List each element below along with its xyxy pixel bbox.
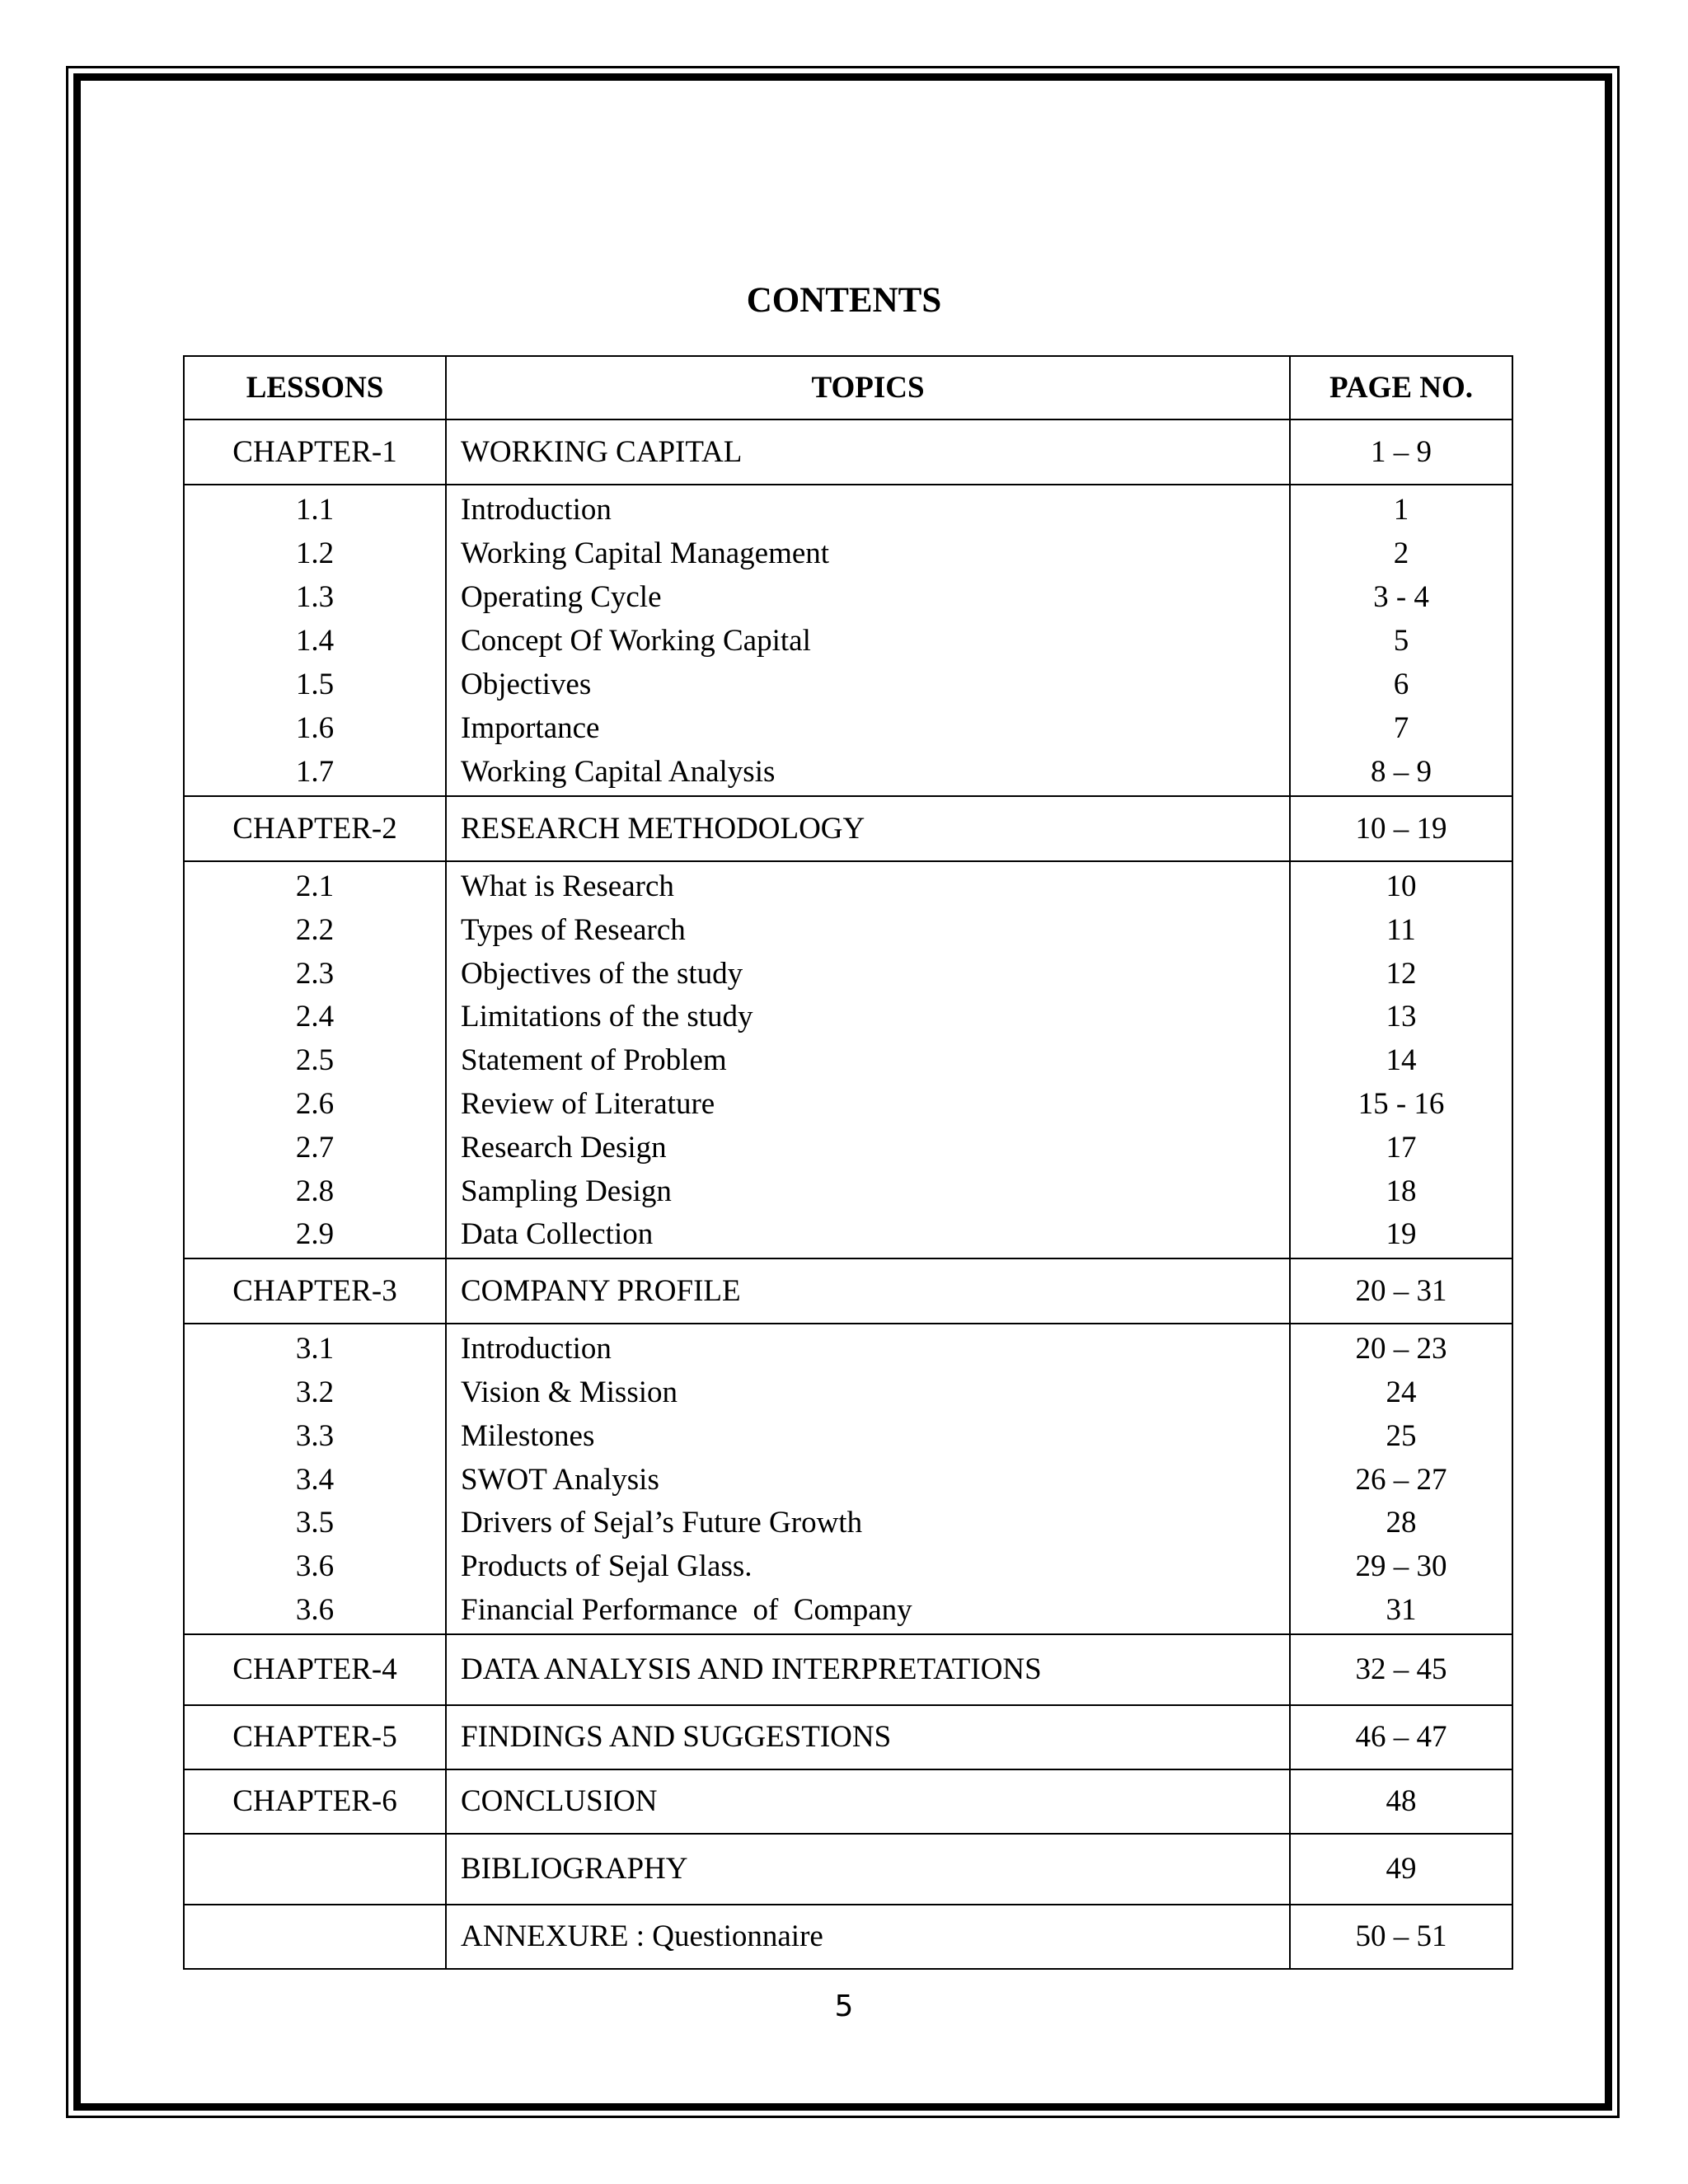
section-title: SWOT Analysis bbox=[461, 1462, 659, 1497]
section-page: 14 bbox=[1386, 1043, 1417, 1078]
chapter-lesson: CHAPTER-3 bbox=[184, 1258, 446, 1324]
section-pages bbox=[1290, 1324, 1512, 1634]
page-number: 5 bbox=[834, 1990, 854, 2023]
chapter-pages: 49 bbox=[1290, 1834, 1512, 1905]
section-title: Introduction bbox=[461, 493, 612, 527]
section-page: 19 bbox=[1386, 1217, 1417, 1252]
section-number: 1.7 bbox=[295, 755, 335, 789]
section-numbers bbox=[184, 485, 446, 796]
contents-table bbox=[183, 355, 1513, 1970]
chapter-pages: 48 bbox=[1290, 1769, 1512, 1834]
section-page: 10 bbox=[1386, 869, 1417, 903]
chapter-pages: 46 – 47 bbox=[1290, 1705, 1512, 1769]
section-title: Research Design bbox=[461, 1130, 667, 1165]
chapter-pages: 32 – 45 bbox=[1290, 1634, 1512, 1705]
section-page: 13 bbox=[1386, 1000, 1417, 1034]
section-page: 6 bbox=[1393, 668, 1409, 701]
chapter-topic: CONCLUSION bbox=[446, 1769, 1290, 1834]
chapter-lesson bbox=[184, 1905, 446, 1969]
section-page: 28 bbox=[1386, 1506, 1417, 1540]
section-title: Types of Research bbox=[461, 912, 686, 947]
section-pages bbox=[1290, 861, 1512, 1258]
section-number: 1.1 bbox=[295, 493, 335, 527]
section-number: 3.6 bbox=[295, 1592, 335, 1627]
section-number: 3.6 bbox=[295, 1549, 335, 1584]
section-number: 1.3 bbox=[295, 580, 335, 614]
section-title: Objectives bbox=[461, 668, 592, 701]
chapter-row bbox=[184, 1258, 1512, 1324]
section-number: 3.5 bbox=[295, 1506, 335, 1540]
chapter-lesson: CHAPTER-2 bbox=[184, 796, 446, 861]
section-title: Sampling Design bbox=[461, 1174, 672, 1208]
chapter-lesson: CHAPTER-4 bbox=[184, 1634, 446, 1705]
section-number: 2.8 bbox=[295, 1174, 335, 1208]
page-title: CONTENTS bbox=[746, 281, 942, 320]
section-page: 11 bbox=[1386, 912, 1416, 947]
chapter-pages: 1 – 9 bbox=[1290, 419, 1512, 485]
section-number: 2.1 bbox=[295, 869, 335, 903]
header-topics: TOPICS bbox=[446, 356, 1290, 419]
section-titles bbox=[446, 1324, 1290, 1634]
section-title: Concept Of Working Capital bbox=[461, 624, 811, 658]
section-number: 2.6 bbox=[295, 1086, 335, 1121]
chapter-topic: FINDINGS AND SUGGESTIONS bbox=[446, 1705, 1290, 1769]
section-page: 5 bbox=[1393, 624, 1409, 658]
section-number: 3.2 bbox=[295, 1375, 335, 1409]
section-page: 31 bbox=[1386, 1592, 1417, 1627]
section-title: Data Collection bbox=[461, 1217, 654, 1252]
section-title: Milestones bbox=[461, 1418, 595, 1453]
section-page: 15 - 16 bbox=[1357, 1086, 1445, 1121]
section-number: 2.3 bbox=[295, 956, 335, 991]
section-number: 2.9 bbox=[295, 1217, 335, 1252]
chapter-row bbox=[184, 1769, 1512, 1834]
chapter-topic: DATA ANALYSIS AND INTERPRETATIONS bbox=[446, 1634, 1290, 1705]
section-pages bbox=[1290, 485, 1512, 796]
section-title: Importance bbox=[461, 711, 600, 745]
section-page: 29 – 30 bbox=[1355, 1549, 1447, 1584]
section-title: Financial Performance of Company bbox=[461, 1592, 912, 1627]
section-number: 1.5 bbox=[295, 668, 335, 701]
chapter-topic: WORKING CAPITAL bbox=[446, 419, 1290, 485]
chapter-lesson: CHAPTER-6 bbox=[184, 1769, 446, 1834]
chapter-row bbox=[184, 419, 1512, 485]
section-number: 1.4 bbox=[295, 624, 335, 658]
section-page: 12 bbox=[1386, 956, 1417, 991]
section-titles bbox=[446, 485, 1290, 796]
chapter-lesson: CHAPTER-5 bbox=[184, 1705, 446, 1769]
section-title: Working Capital Management bbox=[461, 537, 830, 570]
section-number: 1.2 bbox=[295, 537, 335, 570]
chapter-row bbox=[184, 1705, 1512, 1769]
section-title: Review of Literature bbox=[461, 1086, 715, 1121]
header-lessons: LESSONS bbox=[184, 356, 446, 419]
section-number: 1.6 bbox=[295, 711, 335, 745]
section-title: Drivers of Sejal’s Future Growth bbox=[461, 1506, 863, 1540]
chapter-lesson: CHAPTER-1 bbox=[184, 419, 446, 485]
chapter-pages: 50 – 51 bbox=[1290, 1905, 1512, 1969]
section-title: Statement of Problem bbox=[461, 1043, 727, 1078]
section-page: 26 – 27 bbox=[1355, 1462, 1447, 1497]
section-title: Working Capital Analysis bbox=[461, 755, 776, 789]
section-number: 2.7 bbox=[295, 1130, 335, 1165]
section-page: 25 bbox=[1386, 1418, 1417, 1453]
section-page: 3 - 4 bbox=[1373, 580, 1429, 614]
chapter-pages: 10 – 19 bbox=[1290, 796, 1512, 861]
header-page-no: PAGE NO. bbox=[1290, 356, 1512, 419]
section-list-row bbox=[184, 861, 1512, 1258]
table-header-row bbox=[184, 356, 1512, 419]
section-numbers bbox=[184, 861, 446, 1258]
chapter-topic: RESEARCH METHODOLOGY bbox=[446, 796, 1290, 861]
section-page: 24 bbox=[1386, 1375, 1417, 1409]
section-title: Introduction bbox=[461, 1332, 612, 1366]
section-page: 2 bbox=[1393, 537, 1409, 570]
section-page: 17 bbox=[1386, 1130, 1417, 1165]
section-list-row bbox=[184, 485, 1512, 796]
section-number: 3.3 bbox=[295, 1418, 335, 1453]
chapter-lesson bbox=[184, 1834, 446, 1905]
section-page: 8 – 9 bbox=[1371, 755, 1432, 789]
section-numbers bbox=[184, 1324, 446, 1634]
section-number: 2.5 bbox=[295, 1043, 335, 1078]
section-number: 3.4 bbox=[295, 1462, 335, 1497]
section-page: 7 bbox=[1393, 711, 1409, 745]
chapter-pages: 20 – 31 bbox=[1290, 1258, 1512, 1324]
section-title: Objectives of the study bbox=[461, 956, 743, 991]
chapter-topic: BIBLIOGRAPHY bbox=[446, 1834, 1290, 1905]
section-page: 18 bbox=[1386, 1174, 1417, 1208]
section-page: 1 bbox=[1393, 493, 1409, 527]
chapter-row bbox=[184, 796, 1512, 861]
section-title: Operating Cycle bbox=[461, 580, 662, 614]
chapter-topic: COMPANY PROFILE bbox=[446, 1258, 1290, 1324]
section-title: Vision & Mission bbox=[461, 1375, 678, 1409]
section-title: Products of Sejal Glass. bbox=[461, 1549, 753, 1584]
chapter-row bbox=[184, 1834, 1512, 1905]
section-title: Limitations of the study bbox=[461, 1000, 753, 1034]
section-titles bbox=[446, 861, 1290, 1258]
section-list-row bbox=[184, 1324, 1512, 1634]
section-number: 2.4 bbox=[295, 1000, 335, 1034]
chapter-topic: ANNEXURE : Questionnaire bbox=[446, 1905, 1290, 1969]
section-number: 2.2 bbox=[295, 912, 335, 947]
chapter-row bbox=[184, 1634, 1512, 1705]
section-number: 3.1 bbox=[295, 1332, 335, 1366]
section-title: What is Research bbox=[461, 869, 674, 903]
section-page: 20 – 23 bbox=[1355, 1332, 1447, 1366]
chapter-row bbox=[184, 1905, 1512, 1969]
